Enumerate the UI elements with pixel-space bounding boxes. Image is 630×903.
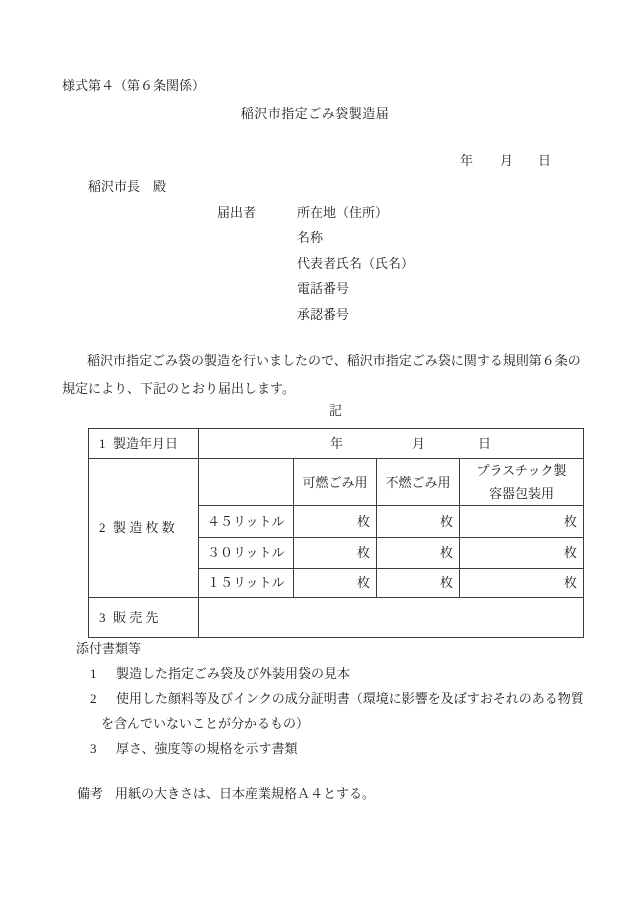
empty-size-header-cell <box>199 459 294 506</box>
date-line <box>0 153 630 169</box>
count-cell-45l-burnable: 枚 <box>294 506 377 538</box>
body-paragraph <box>62 347 582 403</box>
remarks <box>77 786 375 802</box>
declarant-field-approval-number: 承認番号 <box>297 306 350 322</box>
attachment-item-1 <box>90 666 350 682</box>
table-row-manufacture-date <box>89 429 584 459</box>
size-label-45l: ４５リットル <box>199 506 294 538</box>
column-header-plastic-line-2: 容器包装用 <box>488 486 554 501</box>
attachment-item-2 <box>90 691 584 707</box>
attachment-item-2-text-line-2: を含んでいないことが分かるもの） <box>101 716 310 731</box>
row-number: 3 <box>99 609 106 625</box>
date-year-label: 年 <box>459 153 473 168</box>
attachments-heading: 添付書類等 <box>76 641 142 656</box>
count-cell-45l-nonburnable: 枚 <box>377 506 460 538</box>
column-header-plastic <box>460 459 584 506</box>
seller-label: 販 売 先 <box>113 609 159 625</box>
attachment-item-1-number: 1 <box>90 666 97 681</box>
declarant-field-address: 所在地（住所） <box>297 205 389 220</box>
attachment-item-2-text-line-1: 使用した顔料等及びインクの成分証明書（環境に影響を及ぼすおそれのある物質 <box>116 691 584 706</box>
count-cell-45l-plastic: 枚 <box>460 506 584 538</box>
document-title: 稲沢市指定ごみ袋製造届 <box>240 106 390 121</box>
remarks-label: 備考 <box>77 786 104 801</box>
seller-value-cell <box>199 598 584 638</box>
table-year-label: 年 <box>330 435 344 451</box>
column-header-nonburnable: 不燃ごみ用 <box>377 459 460 506</box>
declarant-field-representative: 代表者氏名（氏名） <box>297 255 415 271</box>
table-row-seller <box>89 598 584 638</box>
date-day-label: 日 <box>537 153 551 168</box>
attachment-item-1-text: 製造した指定ごみ袋及び外装用袋の見本 <box>116 666 351 681</box>
seller-label-cell <box>89 598 199 638</box>
attachment-item-2-number: 2 <box>90 691 97 706</box>
table-month-label: 月 <box>412 435 426 451</box>
count-cell-30l-nonburnable: 枚 <box>377 538 460 569</box>
record-marker: 記 <box>328 403 342 418</box>
declarant-field-phone: 電話番号 <box>297 281 350 297</box>
manufacture-date-label: 製造年月日 <box>113 435 179 451</box>
date-month-label: 月 <box>499 153 513 168</box>
quantity-label: 製 造 枚 数 <box>113 520 175 535</box>
count-cell-30l-burnable: 枚 <box>294 538 377 569</box>
quantity-label-cell <box>89 459 199 598</box>
count-cell-15l-burnable: 枚 <box>294 569 377 598</box>
manufacture-table <box>88 428 584 638</box>
declarant-fields <box>297 200 414 327</box>
column-header-plastic-line-1: プラスチック製 <box>476 463 567 478</box>
count-cell-30l-plastic: 枚 <box>460 538 584 569</box>
body-paragraph-line-1: 稲沢市指定ごみ袋の製造を行いましたので、稲沢市指定ごみ袋に関する規則第６条の <box>87 353 581 368</box>
declarant-field-name: 名称 <box>297 230 324 246</box>
table-row-column-headers <box>89 459 584 506</box>
count-cell-15l-nonburnable: 枚 <box>377 569 460 598</box>
count-cell-15l-plastic: 枚 <box>460 569 584 598</box>
addressee: 稲沢市長 殿 <box>88 179 167 194</box>
row-number: 1 <box>99 435 106 451</box>
table-day-label: 日 <box>478 435 492 451</box>
declarant-label: 届出者 <box>217 205 257 220</box>
column-header-burnable: 可燃ごみ用 <box>294 459 377 506</box>
attachment-item-3 <box>90 741 297 757</box>
row-number: 2 <box>99 520 106 535</box>
body-paragraph-line-2: 規定により、下記のとおり届出します。 <box>62 381 295 396</box>
manufacture-date-label-cell <box>89 429 199 459</box>
size-label-30l: ３０リットル <box>199 538 294 569</box>
remarks-text: 用紙の大きさは、日本産業規格Ａ４とする。 <box>115 786 376 801</box>
manufacture-date-value-cell <box>199 429 584 459</box>
attachment-item-3-number: 3 <box>90 741 97 756</box>
form-number: 様式第４（第６条関係） <box>62 78 206 93</box>
attachment-item-3-text: 厚さ、強度等の規格を示す書類 <box>116 741 298 756</box>
size-label-15l: １５リットル <box>199 569 294 598</box>
